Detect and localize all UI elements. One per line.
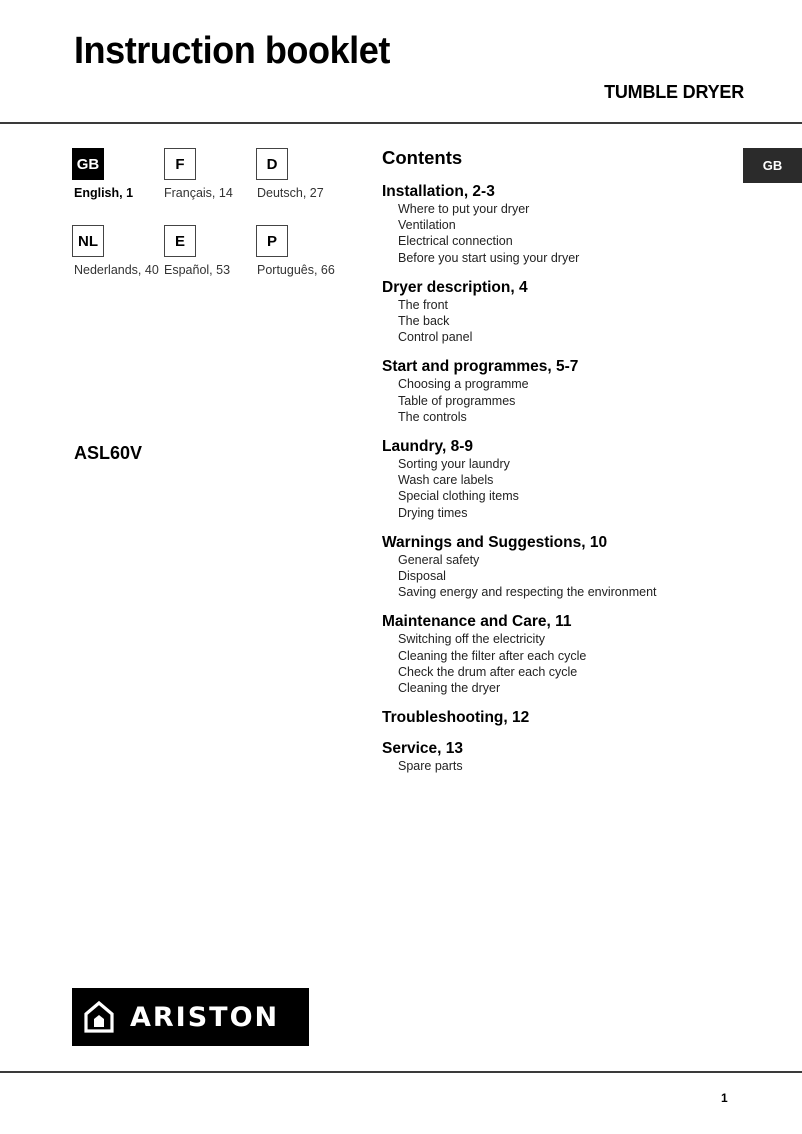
language-nl[interactable]: [72, 225, 164, 277]
toc-item[interactable]: Spare parts: [398, 759, 463, 774]
toc-item[interactable]: Wash care labels: [398, 473, 494, 488]
house-icon: [82, 1000, 116, 1034]
toc-section: [382, 279, 722, 346]
language-code-box: D: [256, 148, 288, 180]
toc-item[interactable]: The back: [398, 314, 450, 329]
toc-section-title[interactable]: Laundry, 8-9: [382, 438, 474, 456]
document-title: Instruction booklet: [74, 30, 390, 72]
toc-item[interactable]: Cleaning the filter after each cycle: [398, 648, 587, 663]
language-gb[interactable]: [72, 148, 164, 200]
toc-section: [382, 740, 722, 774]
toc-section: [382, 358, 722, 425]
toc-section-title[interactable]: Installation, 2-3: [382, 183, 495, 200]
language-label: English, 1: [74, 186, 134, 200]
toc-item[interactable]: Special clothing items: [398, 489, 519, 504]
table-of-contents: [382, 147, 722, 787]
toc-item[interactable]: Disposal: [398, 569, 446, 584]
brand-name: ARISTON: [130, 1001, 280, 1033]
toc-item[interactable]: Check the drum after each cycle: [398, 664, 578, 679]
language-label: Deutsch, 27: [257, 186, 324, 200]
page-number: 1: [721, 1091, 728, 1105]
language-label: Español, 53: [164, 263, 231, 277]
toc-section-title[interactable]: Warnings and Suggestions, 10: [382, 533, 608, 551]
toc-item[interactable]: The front: [398, 297, 449, 312]
language-code-box: NL: [72, 225, 104, 257]
toc-item[interactable]: Where to put your dryer: [398, 202, 530, 216]
toc-section-title[interactable]: Dryer description, 4: [382, 278, 528, 296]
toc-section-title[interactable]: Maintenance and Care, 11: [382, 613, 572, 631]
language-label: Français, 14: [164, 186, 233, 200]
toc-item[interactable]: Switching off the electricity: [398, 632, 546, 647]
bottom-divider: [0, 1071, 802, 1073]
toc-item[interactable]: Drying times: [398, 505, 468, 520]
toc-item[interactable]: Table of programmes: [398, 393, 516, 408]
product-type: TUMBLE DRYER: [604, 82, 744, 102]
toc-item[interactable]: Cleaning the dryer: [398, 681, 501, 696]
toc-item[interactable]: Choosing a programme: [398, 377, 529, 392]
language-f[interactable]: [164, 148, 256, 200]
toc-item[interactable]: The controls: [398, 409, 467, 424]
language-code-box: P: [256, 225, 288, 257]
toc-item[interactable]: Ventilation: [398, 218, 456, 233]
language-code-box: F: [164, 148, 196, 180]
toc-section: [382, 534, 722, 601]
top-divider: [0, 122, 802, 124]
language-d[interactable]: [256, 148, 348, 200]
model-number: ASL60V: [74, 443, 143, 463]
language-side-tab: GB: [743, 148, 802, 183]
toc-item[interactable]: Sorting your laundry: [398, 457, 510, 472]
brand-logo: [72, 988, 309, 1046]
toc-item[interactable]: Before you start using your dryer: [398, 250, 580, 265]
contents-heading: Contents: [382, 147, 463, 168]
language-code-box: GB: [72, 148, 104, 180]
toc-item[interactable]: Electrical connection: [398, 234, 513, 249]
toc-item[interactable]: Control panel: [398, 330, 473, 345]
toc-section: [382, 438, 722, 521]
toc-section-title[interactable]: Start and programmes, 5-7: [382, 358, 579, 376]
toc-section: [382, 709, 722, 727]
language-code-box: E: [164, 225, 196, 257]
toc-item[interactable]: General safety: [398, 552, 480, 567]
toc-section-title[interactable]: Troubleshooting, 12: [382, 709, 530, 727]
language-label: Português, 66: [257, 263, 335, 277]
toc-section-title[interactable]: Service, 13: [382, 740, 464, 758]
toc-section: [382, 613, 722, 696]
language-e[interactable]: [164, 225, 256, 277]
language-p[interactable]: [256, 225, 348, 277]
toc-item[interactable]: Saving energy and respecting the environment: [398, 585, 657, 600]
language-label: Nederlands, 40: [74, 263, 159, 277]
toc-section: [382, 183, 722, 266]
